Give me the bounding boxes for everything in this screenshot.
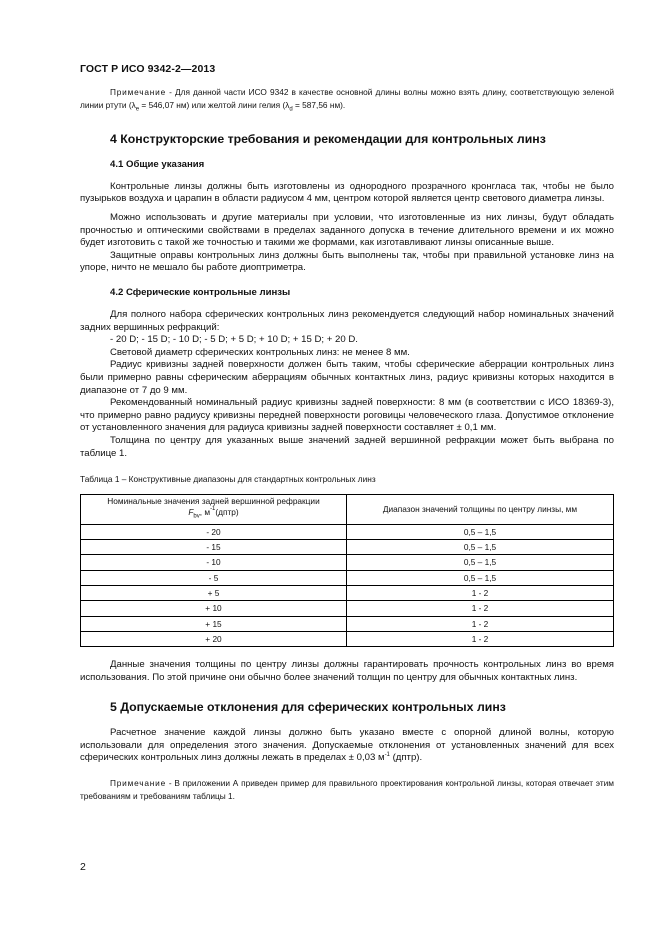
note-label: Примечание [110, 87, 167, 97]
table-row [81, 570, 614, 585]
section-5-text-a: Расчетное значение каждой линзы должно быть указано вместе с опорной длиной волны, которую использовали для определения этого значения. Допускаемые отклонения от установленных значений для всех сферических контрольных линз должны лежать в пределах ± 0,03 м [80, 727, 614, 764]
page-content [80, 86, 614, 802]
section-4-2-heading: 4.2 Сферические контрольные линзы [110, 287, 291, 298]
document-header: ГОСТ Р ИСО 9342-2—2013 [80, 63, 216, 75]
paragraph [80, 727, 614, 765]
section-5-heading: 5 Допускаемые отклонения для сферических контрольных линз [110, 700, 506, 715]
note-text: - В приложении А приведен пример для правильного проектирования контрольной линзы, которая отвечает этим требованиям и требованиям таблицы 1. [80, 778, 614, 801]
lambda-e-subscript: e [135, 106, 140, 113]
power-cell: - 20 [81, 524, 347, 539]
design-ranges-table [80, 494, 614, 647]
table-row [81, 585, 614, 600]
power-cell: - 10 [81, 555, 347, 570]
thickness-cell: 1 - 2 [347, 631, 614, 646]
section-4-1-heading: 4.1 Общие указания [110, 158, 205, 170]
note-text-c: = 587,56 нм). [292, 99, 346, 110]
paragraph: Рекомендованный номинальный радиус кривизны задней поверхности: 8 мм (в соответствии с ИСО 18369-3), что примерно равно радиусу кривизны передней поверхности роговицы человеческого глаза. Допустимое отклонение от установленного значения для радиуса кривизны задней поверхности составляет ± 0,1 мм. [80, 397, 614, 434]
column-header-unit-sup: -1 [210, 505, 216, 512]
paragraph: Световой диаметр сферических контрольных линз: не менее 8 мм. [110, 346, 410, 358]
paragraph: Контрольные линзы должны быть изготовлены из однородного прозрачного кронгласа так, чтобы не было пузырьков воздуха и царапин в области радиусом 4 мм, центром которой является центр светового диаметра линзы. [80, 180, 614, 205]
lambda-d-subscript: d [289, 106, 293, 113]
power-cell: - 15 [81, 540, 347, 555]
thickness-cell: 0,5 – 1,5 [347, 555, 614, 570]
paragraph: Данные значения толщины по центру линзы должны гарантировать прочность контрольных линз во время использования. По этой причине они обычно более значений толщин по центру для обычных контактных линз. [80, 659, 614, 683]
column-header-thickness: Диапазон значений толщины по центру линзы, мм [347, 494, 614, 524]
thickness-cell: 0,5 – 1,5 [347, 540, 614, 555]
section-5-sup: -1 [384, 752, 390, 759]
table-row [81, 540, 614, 555]
table-row [81, 616, 614, 631]
column-header-line1: Номинальные значения задней вершинной рефракции [107, 496, 320, 507]
section-5-text-b: (дптр). [389, 752, 423, 764]
top-note [80, 86, 614, 116]
table-caption: Таблица 1 – Конструктивные диапазоны для стандартных контрольных линз [80, 474, 376, 485]
column-header-unit-b: (дптр) [215, 506, 239, 517]
table-body [81, 524, 614, 646]
paragraph: Можно использовать и другие материалы при условии, что изготовленные из них линзы, будут обладать прочностью и оптическими свойствами в пределах заданного допуска в течение длительного времени и их можно будет изготовить с такой же точностью и такими же формами, как изготавливают линзы описанные выше. [80, 212, 614, 249]
page-number: 2 [80, 861, 86, 873]
table-row [81, 631, 614, 646]
power-cell: - 5 [81, 570, 347, 585]
note-text-b: = 546,07 нм) или желтой лини гелия (λ [139, 99, 290, 110]
power-cell: + 15 [81, 616, 347, 631]
power-cell: + 5 [81, 585, 347, 600]
paragraph: Защитные оправы контрольных линз должны быть выполнены так, чтобы при правильной установке линз на упоре, ничто не мешало бы работе диоптриметра. [80, 249, 614, 274]
paragraph: - 20 D; - 15 D; - 10 D; - 5 D; + 5 D; + 10 D; + 15 D; + 20 D. [110, 334, 358, 346]
table-row [81, 524, 614, 539]
thickness-cell: 1 - 2 [347, 601, 614, 616]
thickness-cell: 0,5 – 1,5 [347, 570, 614, 585]
note-text-a: - Для данной части ИСО 9342 в качестве основной длины волны можно взять длину, соответствующую зеленой линии ртути (λ [80, 87, 614, 110]
paragraph: Толщина по центру для указанных выше значений задней вершинной рефракции может быть выбрана по таблице 1. [80, 434, 614, 459]
column-header-power [81, 494, 347, 524]
section-4-heading: 4 Конструкторские требования и рекомендации для контрольных линз [110, 131, 546, 146]
power-cell: + 10 [81, 601, 347, 616]
note-label: Примечание [110, 778, 167, 789]
thickness-cell: 1 - 2 [347, 616, 614, 631]
column-header-var-sub: bv [193, 513, 200, 520]
column-header-var: F [188, 506, 194, 517]
paragraph: Для полного набора сферических контрольных линз рекомендуется следующий набор номинальных значений задних вершинных рефракций: [80, 309, 614, 333]
thickness-cell: 1 - 2 [347, 585, 614, 600]
column-header-unit-a: , м [199, 506, 211, 517]
power-cell: + 20 [81, 631, 347, 646]
paragraph: Радиус кривизны задней поверхности должен быть таким, чтобы сферические аберрации контрольных линз были примерно равны сферическим аберрациям обычных контактных линз, радиус кривизны которых находится в диапазоне от 7 до 9 мм. [80, 359, 614, 396]
table-row [81, 601, 614, 616]
thickness-cell: 0,5 – 1,5 [347, 524, 614, 539]
bottom-note [80, 777, 614, 802]
table-row [81, 555, 614, 570]
